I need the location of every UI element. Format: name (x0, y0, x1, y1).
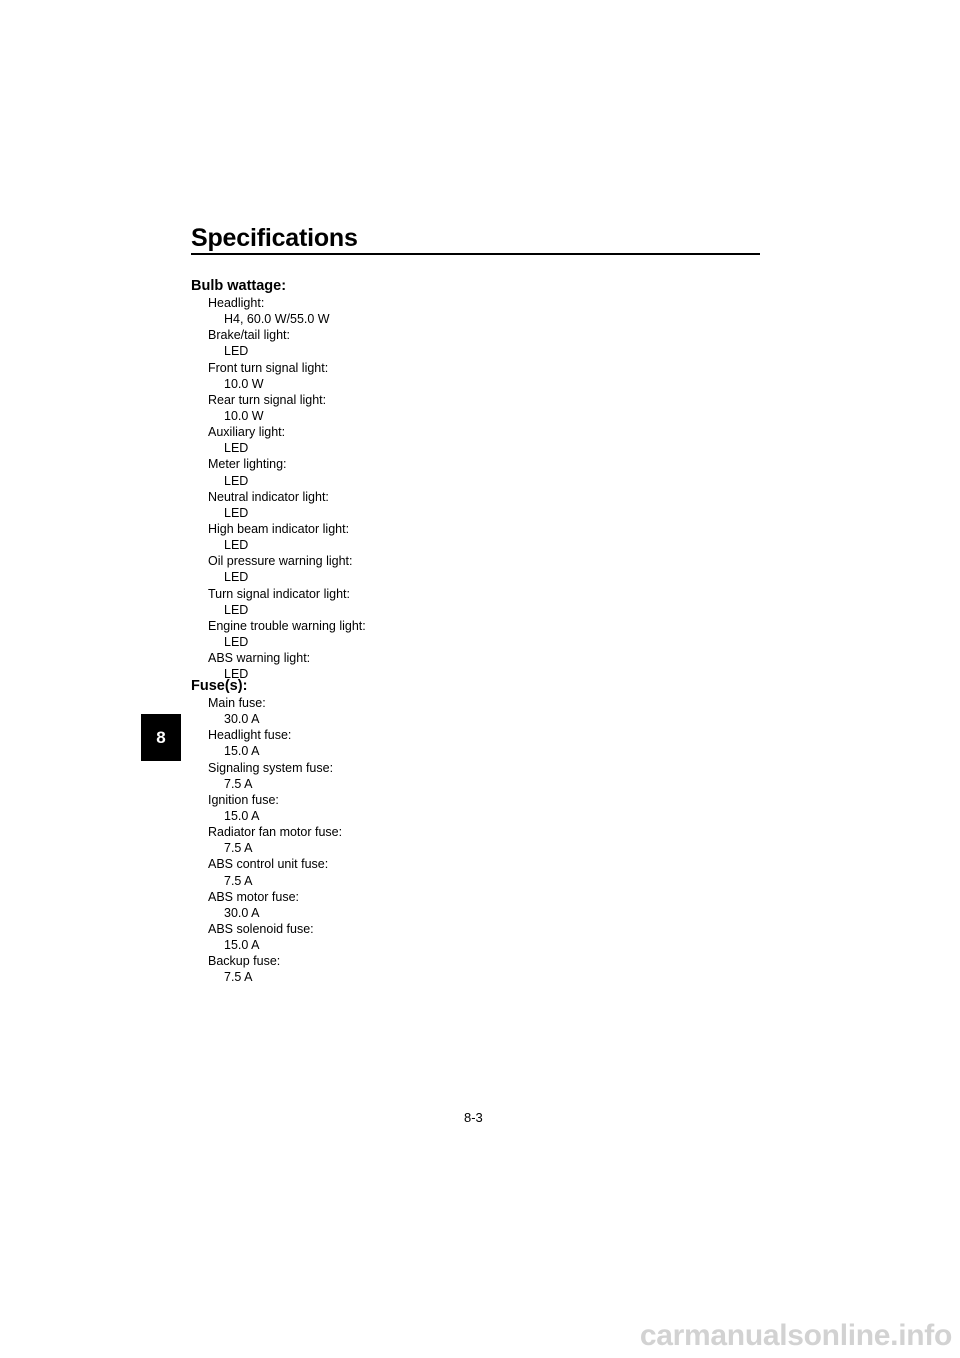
spec-value-radiator-fan-motor-fuse: 7.5 A (224, 841, 253, 856)
page-title: Specifications (191, 224, 358, 252)
section-heading-bulb-wattage: Bulb wattage: (191, 278, 287, 294)
spec-label-headlight-fuse: Headlight fuse: (208, 728, 292, 743)
spec-value-abs-control-unit-fuse: 7.5 A (224, 873, 253, 888)
bulb-wattage-section (191, 277, 366, 682)
spec-value-turn-signal-indicator-light: LED (224, 602, 249, 617)
spec-label-radiator-fan-motor-fuse: Radiator fan motor fuse: (208, 825, 343, 840)
spec-label-abs-warning-light: ABS warning light: (208, 651, 311, 666)
spec-value-meter-lighting: LED (224, 473, 249, 488)
spec-label-headlight: Headlight: (208, 296, 265, 310)
spec-value-engine-trouble-warning-light: LED (224, 634, 249, 649)
spec-value-abs-motor-fuse: 30.0 A (224, 905, 260, 920)
spec-label-neutral-indicator-light: Neutral indicator light: (208, 489, 329, 504)
spec-value-headlight: H4, 60.0 W/55.0 W (224, 312, 330, 327)
section-heading-fuses: Fuse(s): (191, 678, 248, 694)
spec-value-rear-turn-signal-light: 10.0 W (224, 408, 264, 423)
fuses-section (191, 677, 342, 986)
spec-value-front-turn-signal-light: 10.0 W (224, 376, 264, 391)
spec-label-rear-turn-signal-light: Rear turn signal light: (208, 392, 327, 407)
spec-value-brake-tail-light: LED (224, 344, 249, 359)
spec-label-abs-control-unit-fuse: ABS control unit fuse: (208, 857, 329, 872)
spec-value-main-fuse: 30.0 A (224, 712, 260, 727)
spec-value-oil-pressure-warning-light: LED (224, 570, 249, 585)
spec-value-high-beam-indicator-light: LED (224, 538, 249, 553)
watermark: carmanualsonline.info (639, 1319, 952, 1352)
spec-label-abs-motor-fuse: ABS motor fuse: (208, 889, 300, 904)
spec-label-signaling-system-fuse: Signaling system fuse: (208, 760, 334, 775)
spec-value-neutral-indicator-light: LED (224, 505, 249, 520)
title-divider (191, 253, 760, 255)
spec-label-turn-signal-indicator-light: Turn signal indicator light: (208, 586, 350, 601)
spec-value-signaling-system-fuse: 7.5 A (224, 776, 253, 791)
spec-label-brake-tail-light: Brake/tail light: (208, 328, 290, 343)
spec-label-front-turn-signal-light: Front turn signal light: (208, 360, 329, 375)
spec-value-abs-solenoid-fuse: 15.0 A (224, 938, 260, 953)
spec-label-meter-lighting: Meter lighting: (208, 457, 287, 472)
spec-label-main-fuse: Main fuse: (208, 696, 266, 710)
spec-value-headlight-fuse: 15.0 A (224, 744, 260, 759)
spec-value-auxiliary-light: LED (224, 441, 249, 456)
spec-value-backup-fuse: 7.5 A (224, 970, 253, 985)
chapter-tab: 8 (141, 714, 181, 761)
spec-label-auxiliary-light: Auxiliary light: (208, 425, 286, 440)
spec-label-high-beam-indicator-light: High beam indicator light: (208, 521, 350, 536)
spec-label-abs-solenoid-fuse: ABS solenoid fuse: (208, 921, 314, 936)
spec-label-engine-trouble-warning-light: Engine trouble warning light: (208, 618, 366, 633)
spec-value-ignition-fuse: 15.0 A (224, 808, 260, 823)
spec-label-backup-fuse: Backup fuse: (208, 954, 281, 969)
spec-value-abs-warning-light: LED (224, 667, 249, 682)
spec-label-oil-pressure-warning-light: Oil pressure warning light: (208, 554, 353, 569)
page-number: 8-3 (464, 1110, 483, 1125)
spec-label-ignition-fuse: Ignition fuse: (208, 792, 279, 807)
